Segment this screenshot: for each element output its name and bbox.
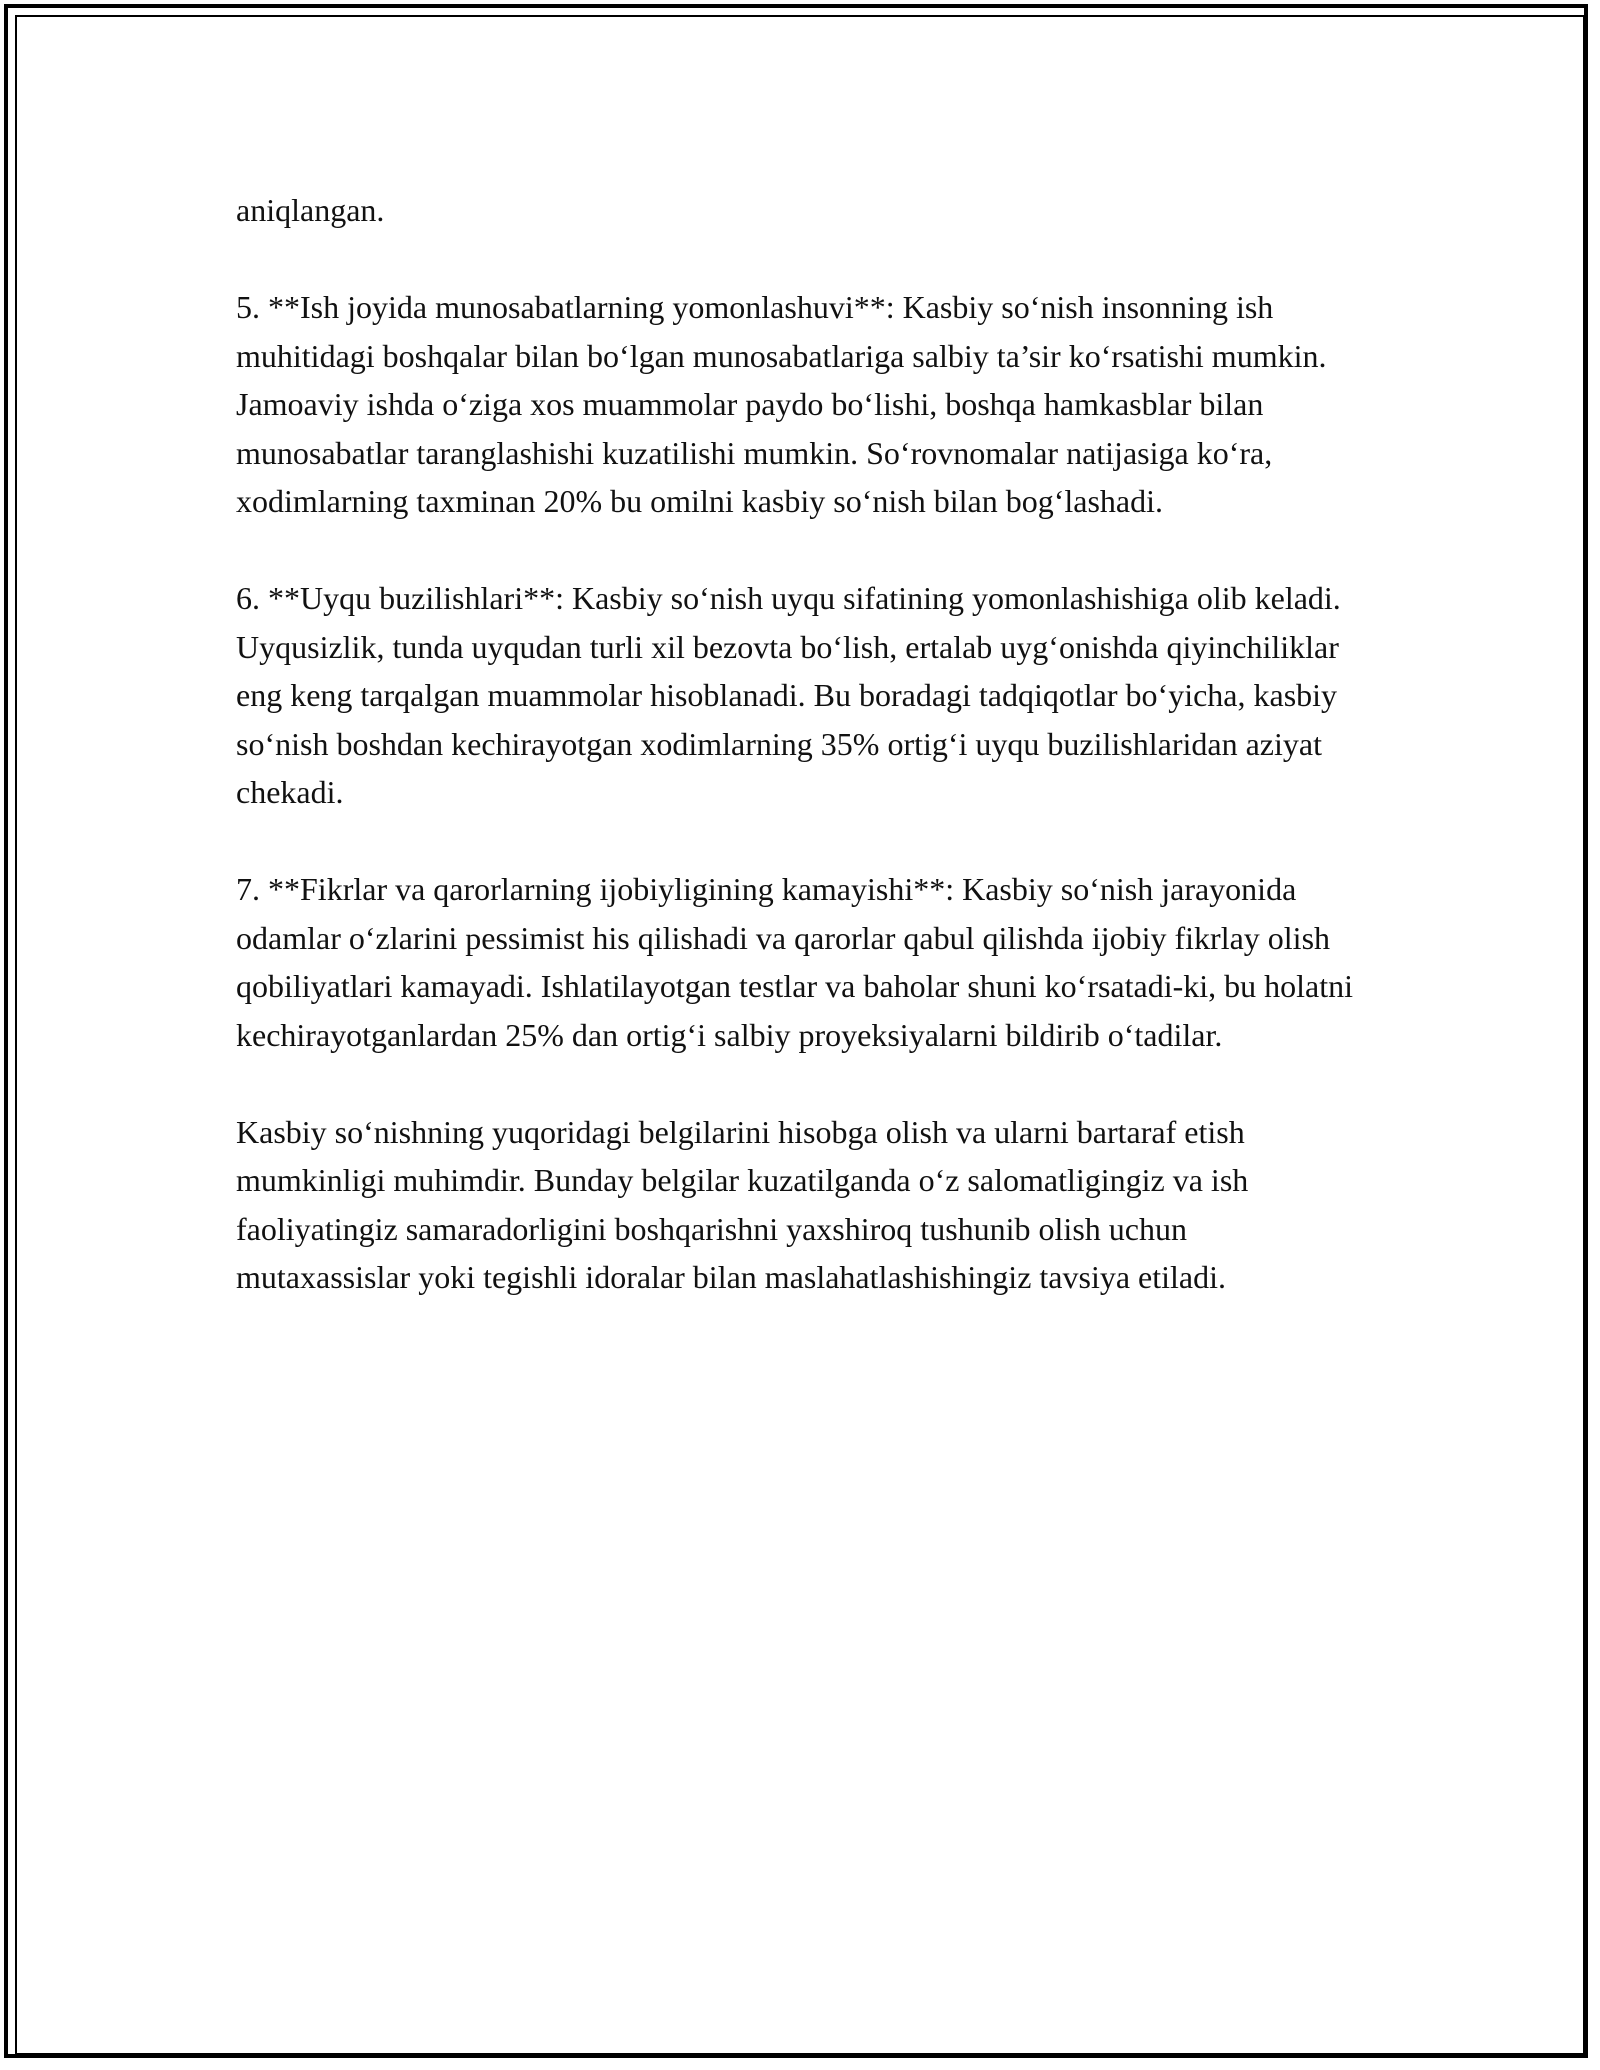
paragraph-item-6: 6. **Uyqu buzilishlari**: Kasbiy so‘nish uyqu sifatining yomonlashishiga olib keladi. Uyqusizlik, tunda uyqudan turli xil bezovta bo‘lish, ertalab uyg‘onishda qiyinchiliklar eng keng tarqalgan muammolar hisoblanadi. Bu boradagi tadqiqotlar bo‘yicha, kasbiy so‘nish boshdan kechirayotgan xodimlarning 35% ortig‘i uyqu buzilishlaridan aziyat chekadi.	[236, 580, 1341, 810]
paragraph-continuation: aniqlangan.	[236, 192, 385, 228]
paragraph-item-5: 5. **Ish joyida munosabatlarning yomonlashuvi**: Kasbiy so‘nish insonning ish muhitidagi boshqalar bilan bo‘lgan munosabatlariga salbiy ta’sir ko‘rsatishi mumkin. Jamoaviy ishda o‘ziga xos muammolar paydo bo‘lishi, boshqa hamkasblar bilan munosabatlar taranglashishi kuzatilishi mumkin. So‘rovnomalar natijasiga ko‘ra, xodimlarning taxminan 20% bu omilni kasbiy so‘nish bilan bog‘lashadi.	[236, 289, 1327, 519]
paragraph-conclusion: Kasbiy so‘nishning yuqoridagi belgilarini hisobga olish va ularni bartaraf etish mumkinligi muhimdir. Bunday belgilar kuzatilganda o‘z salomatligingiz va ish faoliyatingiz samaradorligini boshqarishni yaxshiroq tushunib olish uchun mutaxassislar yoki tegishli idoralar bilan maslahatlashishingiz tavsiya etiladi.	[236, 1113, 1249, 1295]
paragraph-item-7: 7. **Fikrlar va qarorlarning ijobiyligining kamayishi**: Kasbiy so‘nish jarayonida odamlar o‘zlarini pessimist his qilishadi va qarorlar qabul qilishda ijobiy fikrlay olish qobiliyatlari kamayadi. Ishlatilayotgan testlar va baholar shuni ko‘rsatadi-ki, bu holatni kechirayotganlardan 25% dan ortig‘i salbiy proyeksiyalarni bildirib o‘tadilar.	[236, 871, 1354, 1053]
document-body	[236, 186, 1366, 1350]
